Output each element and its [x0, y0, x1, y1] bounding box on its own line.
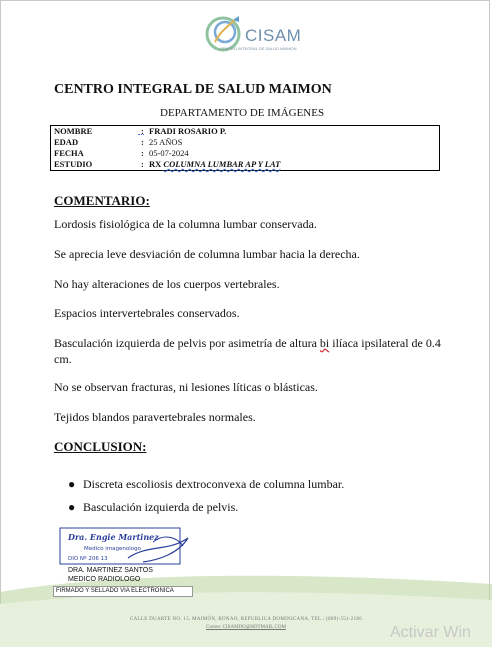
comment-paragraph: Se aprecia leve desviación de columna lumbar hacia la derecha. — [54, 247, 360, 261]
bullet-icon: ● — [68, 500, 76, 514]
study-label: ESTUDIO — [54, 159, 93, 169]
name-label: NOMBRE — [54, 126, 93, 136]
department-title: DEPARTAMENTO DE IMÁGENES — [160, 107, 325, 119]
signature-stamp — [58, 524, 208, 570]
comment-paragraph: Tejidos blandos paravertebrales normales. — [54, 410, 256, 424]
pelvis-text-start: Basculación izquierda de pelvis por asimetría de altura — [54, 336, 320, 350]
study-name: COLUMNA LUMBAR AP Y LAT — [163, 159, 281, 169]
signer-name: DRA. MARTINEZ SANTOS — [68, 567, 153, 574]
activation-watermark: Activar Win — [390, 624, 471, 641]
age-label: EDAD — [54, 137, 79, 147]
study-value — [149, 159, 280, 170]
report-title: CENTRO INTEGRAL DE SALUD MAIMON — [54, 82, 332, 97]
footer-email-prefix: Correo: — [206, 625, 223, 630]
colon: : — [141, 126, 144, 136]
comment-heading: COMENTARIO: — [54, 193, 150, 208]
conclusion-item — [68, 500, 238, 515]
comment-paragraph: No hay alteraciones de los cuerpos vertebrales. — [54, 277, 280, 291]
conclusion-heading: CONCLUSION: — [54, 439, 147, 454]
signer-title: MEDICO RADIOLOGO — [68, 576, 141, 583]
date-value: 05-07-2024 — [149, 148, 189, 158]
logo-subtitle: CENTRO INTEGRAL DE SALUD MAIMON — [220, 46, 297, 51]
svg-text:DIO Nº 206 13: DIO Nº 206 13 — [68, 556, 108, 562]
footer-email-address: CISAMDO@HOTMAIL.COM — [222, 625, 286, 630]
patient-info-box — [50, 125, 440, 171]
date-label: FECHA — [54, 148, 84, 158]
study-prefix: RX — [149, 159, 164, 169]
footer-address: CALLE DUARTE NO. 15, MAIMÓN, BONAO, REPUBLICA DOMINICANA, TEL.: (809)-551-2186 — [129, 617, 363, 622]
colon: : — [141, 137, 144, 147]
svg-text:Medico imagenologo: Medico imagenologo — [84, 546, 142, 552]
conclusion-item — [68, 477, 344, 492]
spellcheck-error-word: bi — [319, 336, 330, 350]
colon: : — [141, 148, 144, 158]
colon: : — [141, 159, 144, 169]
name-value: FRADI ROSARIO P. — [149, 126, 227, 136]
conclusion-text: Discreta escoliosis dextroconvexa de columna lumbar. — [83, 477, 345, 491]
logo-text: CISAM — [245, 26, 302, 45]
comment-paragraph-pelvis — [54, 335, 444, 367]
signature-note: FIRMADO Y SELLADO VIA ELECTRONICA — [53, 586, 193, 597]
svg-text:Dra. Engie Martinez: Dra. Engie Martinez — [68, 532, 159, 542]
comment-paragraph: Lordosis fisiológica de la columna lumbar conservada. — [54, 217, 317, 231]
age-value: 25 AÑOS — [149, 137, 183, 147]
comment-paragraph: No se observan fracturas, ni lesiones líticas o blásticas. — [54, 380, 318, 394]
conclusion-text: Basculación izquierda de pelvis. — [83, 500, 239, 514]
comment-paragraph: Espacios intervertebrales conservados. — [54, 306, 240, 320]
pelvis-text-end: ilíaca ipsilateral de 0.4 cm. — [54, 336, 441, 366]
bullet-icon: ● — [68, 477, 76, 491]
